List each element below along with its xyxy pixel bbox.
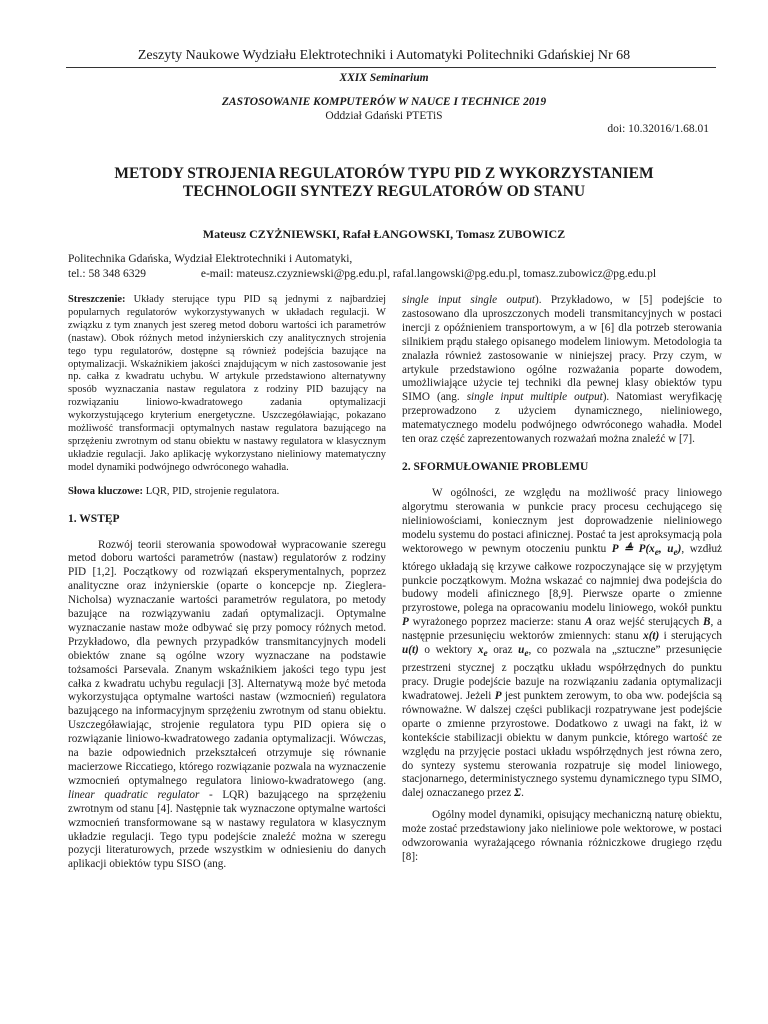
affiliation bbox=[68, 252, 728, 282]
institution: Politechnika Gdańska, Wydział Elektrotechniki i Automatyki, bbox=[68, 253, 353, 265]
section-heading-intro: 1. WSTĘP bbox=[68, 512, 120, 525]
header-rule bbox=[66, 67, 716, 68]
abstract-label: Streszczenie: bbox=[68, 294, 126, 305]
seminar-label: XXIX Seminarium bbox=[339, 72, 429, 84]
authors: Mateusz CZYŻNIEWSKI, Rafał ŁANGOWSKI, Tomasz ZUBOWICZ bbox=[202, 227, 566, 241]
abstract bbox=[68, 294, 386, 475]
title-line-2: TECHNOLOGII SYNTEZY REGULATORÓW OD STANU bbox=[182, 183, 586, 200]
intro-paragraph: Rozwój teorii sterowania spowodował wypracowanie szeregu metod doboru wartości parametrów (nastaw) regulatorów z rodziny PID [1,2]. Początkowy od rozwiązań eksperymentalnych, poprzez analityczne oraz inżynierskie (oparte o koncepcje np. Zieglera-Nicholsa) wyznaczanie wartości parametrów regulatora, po metody bazujące na rozwiązywaniu zadań optymalizacji. Optymalne wyznaczanie nastaw może odbywać się przy pomocy różnych metod. Przykładowo, dla pewnych przypadków transmitancyjnych modeli obiektów znane są ogólne wzory wyznaczane na podstawie tożsamości Parsevala. Znanym wskaźnikiem jakości tego typu jest całka z kwadratu uchybu regulacji [3]. Alternatywą może być metoda wykorzystująca optymalne wartości nastaw (wzmocnień) regulatora bazującego na informacyjnym sprzężeniu zwrotnym od stanu obiektu. Uszczegóławiając, strojenie regulatora typu PID opiera się o rozwiązanie liniowo-kwadratowego zadania optymalizacji. Wówczas, na bazie odpowiednich przekształceń otrzymuje się równanie macierzowe Riccatiego, którego rozwiązanie pozwala na wyznaczenie wzmocnień optymalnego regulatora liniowo-kwadratowego (ang. linear quadratic regulator - LQR) bazującego na sprzężeniu zwrotnym od stanu [4]. Następnie tak wyznaczone optymalne wartości wzmocnień transformowane są w nastawy regulatora w klasycznym układzie regulacji. Tego typu podejście znaleźć można w szeregu pozycji literaturowych, przede wszystkim w odniesieniu do danych aplikacji obiektów typu SISO (ang. bbox=[68, 538, 387, 871]
problem-paragraph-2: Ogólny model dynamiki, opisujący mechaniczną naturę obiektu, może zostać przedstawiony jako nieliniowe pole wektorowe, w postaci odwzorowania wyrażającego równania różniczkowe drugiego rzędu [8]: bbox=[402, 809, 722, 863]
section-heading-problem: 2. SFORMUŁOWANIE PROBLEMU bbox=[402, 460, 589, 473]
keywords-text: LQR, PID, strojenie regulatora. bbox=[145, 485, 280, 497]
keywords bbox=[68, 485, 386, 499]
conference-name: ZASTOSOWANIE KOMPUTERÓW W NAUCE I TECHNICE 2019 bbox=[221, 96, 547, 108]
abstract-text: Układy sterujące typu PID są jednymi z najbardziej popularnych regulatorów wykorzystywanych w układach regulacji. W związku z tym znanych jest szereg metod doboru wartości ich parametrów (nastaw). Obok różnych metod inżynierskich czy analitycznych strojenia tego typu regulatorów, dostępne są również podejścia bazujące na optymalizacji. Wskaźnikiem jakości znajdującym w nich zastosowanie jest np. całka z kwadratu uchybu. W artykule przedstawiono alternatywny sposób wyznaczania nastaw regulatora z rodziny PID bazujący na rozwiązaniu liniowo-kwadratowego zadania optymalizacji wykorzystującego kryterium energetyczne. Uszczegóławiając, pokazano możliwość transformacji optymalnych nastaw regulatora bazującego na sprzężeniu zwrotnym od stanu obiektu w nastawy regulatora w klasycznym układzie regulacji. Jako aplikację wykorzystano nieliniowy matematyczny model dynamiki podwójnego odwróconego wahadła. bbox=[68, 294, 386, 473]
phone: tel.: 58 348 6329 bbox=[68, 268, 146, 280]
keywords-label: Słowa kluczowe: bbox=[68, 485, 144, 497]
math-point-def: P ≜ $P(x_e$, $u_e$) bbox=[611, 542, 682, 558]
left-column bbox=[68, 294, 386, 872]
right-column bbox=[402, 294, 722, 865]
email-addresses: e-mail: mateusz.czyzniewski@pg.edu.pl, rafal.langowski@pg.edu.pl, tomasz.zubowicz@pg.edu.pl bbox=[200, 268, 657, 280]
department-name: Oddział Gdański PTETiS bbox=[325, 110, 443, 122]
doi-label: doi: 10.32016/1.68.01 bbox=[607, 123, 709, 135]
contact-line bbox=[68, 267, 728, 282]
problem-paragraph-1: W ogólności, ze względu na możliwość pracy liniowego algorytmu sterowania w punkcie pracy procesu cechującego się nieliniowościami, koniecznym jest doprowadzenie nieliniowego modelu systemu do postaci afinicznej. Postać ta jest aproksymacją pola wektorowego w pewnym otoczeniu punktu P ≜ $P(x_e$, $u_e$), wzdłuż którego układają się krzywe całkowe rozpoczynające się w przyjętym punkcie początkowym. Można wskazać co najmniej dwa podejścia do budowy modeli afinicznego [8,9]. Pierwsze oparte o zmienne przyrostowe, polega na opracowaniu modelu liniowego, wokół punktu P wyrażonego poprzez macierze: stanu A oraz wejść sterujących B, a następnie przesunięciu wektorów zmiennych: stanu x(t) i sterujących u(t) o wektory $x_e$ oraz $u_e$, co pozwala na „sztuczne” przesunięcie przestrzeni stycznej z początku układu współrzędnych do punktu pracy. Drugie podejście bazuje na rozwiązaniu zadania optymalizacji kwadratowej. Jeżeli P jest punktem zerowym, to oba ww. podejścia są równoważne. W dalszej części publikacji rozpatrywane jest podejście oparte o zmienne przyrostowe. Dodatkowo z uwagi na fakt, iż w kontekście stabilizacji obiektu w danym punkcie, którego wartość ze względu na przyjęcie postaci układu współrzędnych jest równa zero, do syntezy systemu sterowania rozpatruje się model liniowego, stacjonarnego, deterministycznego systemu dynamicznego typu SIMO, dalej oznaczanego przez Σ. bbox=[402, 486, 723, 800]
journal-header: Zeszyty Naukowe Wydziału Elektrotechniki i Automatyki Politechniki Gdańskiej Nr 68 bbox=[137, 48, 631, 63]
paper-title bbox=[0, 165, 768, 201]
title-line-1: METODY STROJENIA REGULATORÓW TYPU PID Z WYKORZYSTANIEM bbox=[114, 165, 654, 182]
intro-paragraph-continued: single input single output). Przykładowo, w [5] podejście to zastosowano dla uproszczonych modeli transmitancyjnych w postaci inercji z opóźnieniem transportowym, a w [6] dla potrzeb sterowania silnikiem prądu stałego opisanego modelem liniowym. Metodologia ta znalazła również zastosowanie w niniejszej pracy. Przy czym, w artykule przedstawiono ogólne rozważania poparte dowodem, umożliwiające użycie tej techniki dla pewnej klasy obiektów typu SIMO (ang. single input multiple output). Natomiast weryfikację przeprowadzono z użyciem dynamicznego, nieliniowego, matematycznego modelu podwójnego odwróconego wahadła. Model ten oraz część zaprezentowanych rozważań można znaleźć w [7]. bbox=[402, 294, 723, 446]
